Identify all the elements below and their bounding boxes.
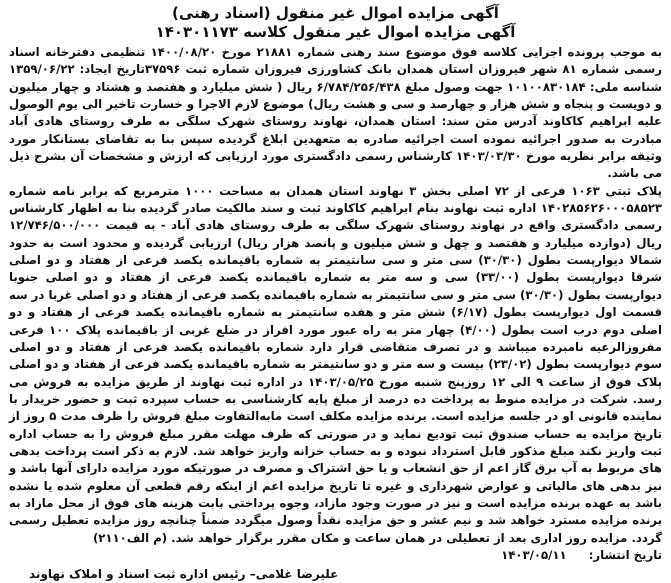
publication-date-label: تاریخ انتشار: xyxy=(588,547,662,562)
notice-paragraph-property: پلاک ثبتی ۱۰۶۳ فرعی از ۷۲ اصلی بخش ۳ نهاوند استان همدان به مساحت ۱۰۰۰ مترمربع که برابر نامه شماره ۱۴۰۲۸۵۶۲۶۰۰۰۵۸۵۲۳ اداره ثبت نهاوند بنام ابراهیم کاکاوند ثبت و سند مالکیت صادر گردیده بنا به اظهار کارشناس رسمی دادگستری واقع در نهاوند روستای شهرک سلگی به طرف روستای هادی آباد - به قیمت ۱۲/۷۴۶/۵۰۰/۰۰۰ ریال (دوازده میلیارد و هفتصد و چهل و شش میلیون و پانصد هزار ریال) ارزیابی گردیده و محدود است به حدود شمالا دیوارپست بطول (۳۰/۳۰) سی متر و سی سانتیمتر به شماره باقیمانده یکصد فرعی از هفتاد و دو اصلی شرقا دیوارپست بطول (۳۳/۰۰) سی و سه متر به شماره باقیمانده یکصد فرعی از هفتاد و دو اصلی جنوبا دیوارپست بطول (۳۰/۳۰) سی متر و سی سانتیمتر به شماره باقیمانده یکصد فرعی از هفتاد و دو اصلی غربا در سه قسمت اول دیوارپست بطول (۶/۱۷) شش متر و هفده سانتیمتر به شماره باقیمانده یکصد فرعی از هفتاد و دو اصلی دوم درب است بطول (۴/۰۰) چهار متر به راه عبور مورد افراز در ضلع غربی از باقیمانده پلاک ۱۰۰ فرعی مفروزالرعیه نامبرده میباشد و در تصرف متقاضی قرار دارد شماره باقیمانده یکصد فرعی از هفتاد و دو اصلی سوم دیوارپست بطول (۲۳/۰۲) بیست و سه متر و دو سانتیمتر به شماره باقیمانده یکصد فرعی از هفتاد و دو اصلی پلاک فوق از ساعت ۹ الی ۱۲ روزپنج شنبه مورخ ۱۴۰۳/۰۵/۲۵ در اداره ثبت نهاوند از طریق مزایده به فروش می رسد. شرکت در مزایده منوط به پرداخت ده درصد از مبلغ پایه کارشناسی به حساب سپرده ثبت و حضور خریدار با نماینده قانونی او در جلسه مزایده است. برنده مزایده مکلف است مابه‌التفاوت مبلغ فروش را ظرف مدت ۵ روز از تاریخ مزایده به حساب صندوق ثبت تودیع نماید و در صورتی که ظرف مهلت مقرر مبلغ فروش را به حساب اداره ثبت واریز نکند مبلغ مذکور قابل استرداد نبوده و به حساب خزانه واریز خواهد شد. لازم به ذکر است پرداخت بدهی های مربوط به آب برق گاز اعم از حق انشعاب و یا حق اشتراک و مصرف در صورتیکه مورد مزایده دارای آنها باشد و نیز بدهی های مالیاتی و عوارض شهرداری و غیره تا تاریخ مزایده اعم از اینکه رقم قطعی آن معلوم شده یا نشده باشد به عهده برنده مزایده است و نیز در صورت وجود مازاد، وجوه پرداختی بابت هزینه های فوق از محل مازاد به برنده مزایده مسترد خواهد شد و نیم عشر و حق مزایده نقداً وصول میگردد ضمناً چنانچه روز مزایده تعطیل رسمی گردد. مزایده روز اداری بعد از تعطیلی در همان ساعت و مکان مقرر برگزار خواهد شد. (م الف۲۱۱۰) xyxy=(9,183,663,545)
publication-date xyxy=(9,547,662,564)
signature: علیرضا غلامی– رئیس اداره ثبت اسناد و املاک نهاوند xyxy=(29,566,339,581)
notice-paragraph-intro: به موجب پرونده اجرایی کلاسه فوق موضوع سند رهنی شماره ۲۱۸۸۱ مورخ ۱۴۰۰/۰۸/۲۰ تنظیمی دفترخانه اسناد رسمی شماره ۸۱ شهر فیروزان استان همدان بانک کشاورزی فیروزان شماره ثبت ۳۷۵۹۶تاریخ ایجاد: ۱۳۵۹/۰۶/۲۲ شناسه ملی: ۱۰۱۰۰۸۳۰۱۸۴ جهت وصول مبلغ ۶/۷۸۴/۲۵۶/۴۳۸ ریال ( شش میلیارد و هفتصد و هشتاد و چهار میلیون و دویست و پنجاه و شش هزار و چهارصد و سی و هشت ریال) موضوع لازم الاجرا و خسارت تاخیر الی یوم الوصول علیه ابراهیم کاکاوند آدرس متن سند: استان همدان، نهاوند روستای شهرک سلگی به طرف روستای هادی آباد مبادرت به صدور اجرائیه نموده است اجرائیه صادره به متعهدین ابلاغ گردیده سپس بنا به تقاضای بستانکار مورد وثیقه برابر نظریه مورخ ۱۴۰۳/۰۳/۳۰ کارشناس رسمی دادگستری مورد ارزیابی که ارزش و مشخصات آن بشرح ذیل می باشد. xyxy=(9,45,662,181)
notice-title: آگهی مزایده اموال غیر منقول (اسناد رهنی) xyxy=(172,4,499,22)
publication-date-value: ۱۴۰۳/۰۵/۱۱ xyxy=(501,547,567,562)
notice-subtitle: آگهی مزایده اموال غیر منقول کلاسه ۱۴۰۳۰۱۱۷۳ xyxy=(155,23,516,41)
